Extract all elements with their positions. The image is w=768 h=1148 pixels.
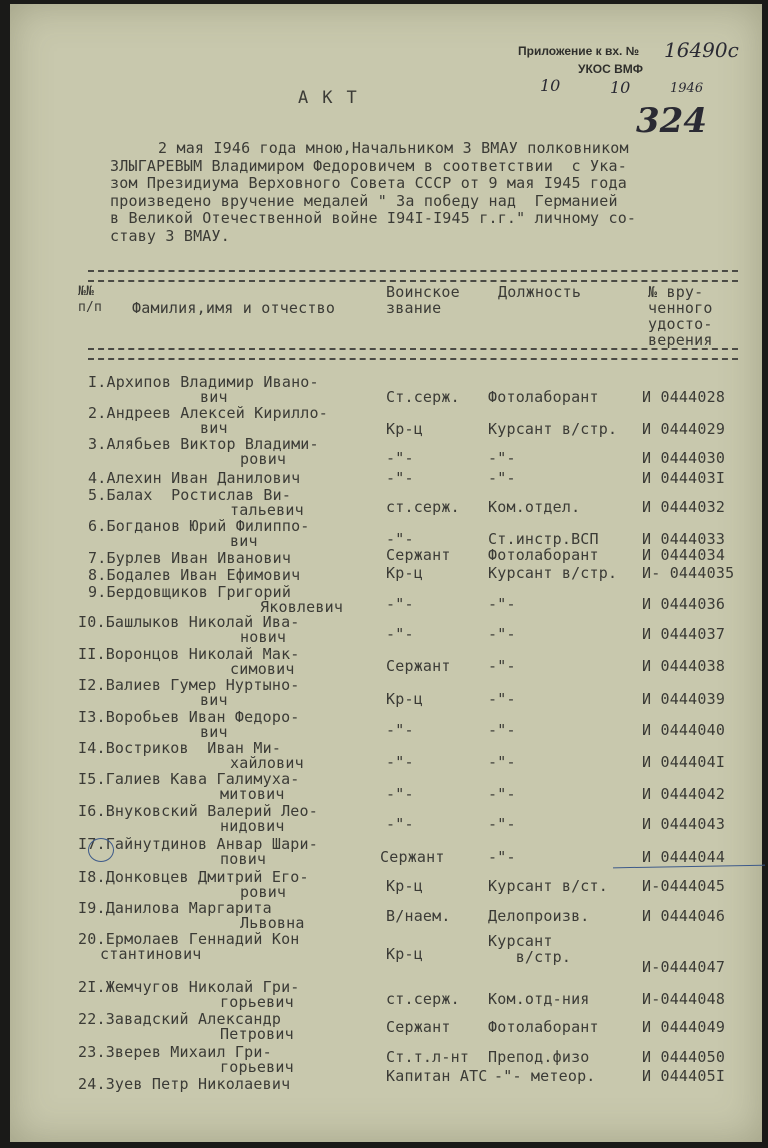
- entry-position: Фотолаборант: [488, 546, 599, 564]
- entry-name: 24.Зуев Петр Николаевич: [78, 1075, 291, 1093]
- entry-position: Ком.отдел.: [488, 498, 581, 516]
- entry-position: -"-: [488, 753, 516, 771]
- entry-certificate: И 0444028: [642, 388, 726, 406]
- header-rank: Воинское звание: [386, 283, 460, 317]
- entry-rank: -"-: [386, 595, 414, 613]
- entry-rank: Ст.серж.: [386, 388, 460, 406]
- entry-name: 4.Алехин Иван Данилович: [88, 469, 301, 487]
- intro-line: ставу 3 ВМАУ.: [110, 227, 230, 245]
- entry-rank: -"-: [386, 469, 414, 487]
- document-title: АКТ: [298, 88, 371, 108]
- header-position: Должность: [498, 283, 582, 301]
- entry-certificate: И 0444043: [642, 815, 726, 833]
- entry-name: I8.Донковцев Дмитрий Его-: [78, 868, 309, 886]
- entry-position: -"-: [488, 449, 516, 467]
- entry-name-continued: вич: [200, 419, 228, 437]
- entry-name: 7.Бурлев Иван Иванович: [88, 549, 292, 567]
- entry-certificate: И-0444048: [642, 990, 726, 1008]
- entry-name-continued: нидович: [220, 817, 285, 835]
- entry-certificate: И 0444029: [642, 420, 726, 438]
- entry-name-continued: пович: [220, 850, 267, 868]
- entry-rank: Сержант: [386, 546, 451, 564]
- registration-date-year: 1946: [670, 81, 704, 96]
- entry-name: II.Воронцов Николай Мак-: [78, 645, 300, 663]
- entry-certificate: И 0444044: [642, 848, 726, 866]
- entry-position: Фотолаборант: [488, 388, 599, 406]
- entry-name: 9.Бердовщиков Григорий: [88, 583, 292, 601]
- entry-name: I6.Внуковский Валерий Лео-: [78, 802, 318, 820]
- entry-rank: -"-: [386, 449, 414, 467]
- entry-rank: Кр-ц: [386, 420, 423, 438]
- entry-name: 22.Завадский Александр: [78, 1010, 282, 1028]
- entry-position: -"-: [488, 721, 516, 739]
- entry-name-continued: вич: [200, 723, 228, 741]
- entry-rank: -"-: [386, 785, 414, 803]
- registration-stamp-line2: УКОС ВМФ: [578, 62, 644, 76]
- entry-name-continued: горьевич: [220, 1058, 294, 1076]
- entry-position: Фотолаборант: [488, 1018, 599, 1036]
- entry-name-continued: рович: [240, 450, 287, 468]
- entry-certificate: И 0444046: [642, 907, 726, 925]
- entry-name-continued: Яковлевич: [260, 598, 344, 616]
- entry-name-continued: хайлович: [230, 754, 304, 772]
- entry-name: 3.Алябьев Виктор Владими-: [88, 435, 319, 453]
- entry-name-continued: рович: [240, 883, 287, 901]
- intro-line: в Великой Отечественной войне I94I-I945 г.г." личному со-: [110, 209, 637, 227]
- intro-line: произведено вручение медалей " За победу над Германией: [110, 192, 618, 210]
- entry-position: Курсант в/ст.: [488, 877, 608, 895]
- entry-name-continued: стантинович: [100, 945, 202, 963]
- entry-rank: Кр-ц: [386, 945, 423, 963]
- entry-name: 23.Зверев Михаил Гри-: [78, 1043, 272, 1061]
- entry-rank: ст.серж.: [386, 498, 460, 516]
- entry-name: I2.Валиев Гумер Нуртыно-: [78, 676, 300, 694]
- entry-name: 5.Балах Ростислав Ви-: [88, 486, 292, 504]
- entry-rank: Ст.т.л-нт: [386, 1048, 470, 1066]
- registration-date-month: 10: [610, 78, 631, 97]
- registration-number: 16490с: [664, 38, 739, 62]
- entry-rank: -"-: [386, 753, 414, 771]
- entry-certificate: И 044405I: [642, 1067, 726, 1085]
- entry-rank: -"-: [386, 721, 414, 739]
- entry-name: 2.Андреев Алексей Кирилло-: [88, 404, 328, 422]
- entry-certificate: И 0444042: [642, 785, 726, 803]
- entry-rank: Капитан АТС: [386, 1067, 488, 1085]
- entry-position: Ком.отд-ния: [488, 990, 590, 1008]
- entry-certificate: И 0444033: [642, 530, 726, 548]
- entry-certificate: И 0444049: [642, 1018, 726, 1036]
- entry-position: -"-: [488, 625, 516, 643]
- intro-line: зом Президиума Верховного Совета СССР от 9 мая I945 года: [110, 174, 627, 192]
- entry-name: 8.Бодалев Иван Ефимович: [88, 566, 301, 584]
- folio-number: 324: [636, 101, 707, 141]
- entry-position: -"-: [488, 469, 516, 487]
- entry-name-continued: Львовна: [240, 914, 305, 932]
- entry-certificate: И 044403I: [642, 469, 726, 487]
- entry-rank: Сержант: [386, 657, 451, 675]
- entry-name: I7.Гайнутдинов Анвар Шари-: [78, 835, 318, 853]
- entry-rank: Сержант: [380, 848, 445, 866]
- entry-name-continued: горьевич: [220, 993, 294, 1011]
- entry-name: I5.Галиев Кава Галимуха-: [78, 770, 300, 788]
- entry-rank: -"-: [386, 625, 414, 643]
- entry-rank: Сержант: [386, 1018, 451, 1036]
- registration-date-day: 10: [540, 76, 561, 95]
- entry-certificate: И 0444040: [642, 721, 726, 739]
- entry-certificate: И 0444050: [642, 1048, 726, 1066]
- entry-certificate: И 0444039: [642, 690, 726, 708]
- entry-position: Делопроизв.: [488, 907, 590, 925]
- entry-name: 20.Ермолаев Геннадий Кон: [78, 930, 300, 948]
- entry-name-continued: вич: [200, 691, 228, 709]
- pen-circle-mark: [88, 838, 114, 862]
- entry-certificate: И 0444038: [642, 657, 726, 675]
- entry-position: -"- метеор.: [494, 1067, 596, 1085]
- entry-name-continued: нович: [240, 628, 287, 646]
- entry-rank: -"-: [386, 815, 414, 833]
- entry-certificate: И 0444032: [642, 498, 726, 516]
- entry-position: Курсант в/стр.: [488, 932, 572, 966]
- entry-rank: В/наем.: [386, 907, 451, 925]
- header-rule-bottom: [88, 348, 738, 360]
- entry-name-continued: тальевич: [230, 501, 304, 519]
- pen-underline-mark: [613, 865, 765, 869]
- entry-name: 6.Богданов Юрий Филиппо-: [88, 517, 310, 535]
- entry-position: Курсант в/стр.: [488, 420, 618, 438]
- entry-rank: Кр-ц: [386, 564, 423, 582]
- entry-name: I3.Воробьев Иван Федоро-: [78, 708, 300, 726]
- entry-certificate: И 0444034: [642, 546, 726, 564]
- entry-certificate: И 044404I: [642, 753, 726, 771]
- header-name: Фамилия,имя и отчество: [132, 299, 336, 317]
- intro-line: 2 мая I946 года мною,Начальником 3 ВМАУ полковником: [158, 139, 629, 157]
- entry-certificate: И- 0444035: [642, 564, 735, 582]
- intro-line: ЗЛЫГАРЕВЫМ Владимиром Федоровичем в соответствии с Ука-: [110, 157, 627, 175]
- entry-name: 2I.Жемчугов Николай Гри-: [78, 978, 300, 996]
- registration-stamp-line1: Приложение к вх. №: [518, 44, 640, 58]
- header-number: №№ п/п: [78, 284, 103, 315]
- entry-position: -"-: [488, 785, 516, 803]
- entry-position: -"-: [488, 848, 516, 866]
- entry-name: I.Архипов Владимир Ивано-: [88, 373, 319, 391]
- document-page: [10, 4, 762, 1142]
- entry-rank: -"-: [386, 530, 414, 548]
- entry-name-continued: симович: [230, 660, 295, 678]
- entry-name: I4.Востриков Иван Ми-: [78, 739, 282, 757]
- entry-certificate: И-0444045: [642, 877, 726, 895]
- entry-rank: ст.серж.: [386, 990, 460, 1008]
- entry-position: -"-: [488, 690, 516, 708]
- entry-certificate: И 0444037: [642, 625, 726, 643]
- entry-name-continued: вич: [230, 532, 258, 550]
- entry-name-continued: Петрович: [220, 1025, 294, 1043]
- entry-name-continued: митович: [220, 785, 285, 803]
- entry-position: -"-: [488, 595, 516, 613]
- header-rule-top: [88, 270, 738, 282]
- entry-position: Препод.физо: [488, 1048, 590, 1066]
- entry-name: I0.Башлыков Николай Ива-: [78, 613, 300, 631]
- entry-certificate: И-0444047: [642, 958, 726, 976]
- entry-position: Ст.инстр.ВСП: [488, 530, 599, 548]
- entry-rank: Кр-ц: [386, 877, 423, 895]
- entry-position: -"-: [488, 815, 516, 833]
- entry-name-continued: вич: [200, 388, 228, 406]
- entry-position: Курсант в/стр.: [488, 564, 618, 582]
- header-certificate: № вру- ченного удосто- верения: [648, 283, 713, 349]
- entry-certificate: И 0444036: [642, 595, 726, 613]
- entry-rank: Кр-ц: [386, 690, 423, 708]
- entry-name: I9.Данилова Маргарита: [78, 899, 272, 917]
- entry-certificate: И 0444030: [642, 449, 726, 467]
- entry-position: -"-: [488, 657, 516, 675]
